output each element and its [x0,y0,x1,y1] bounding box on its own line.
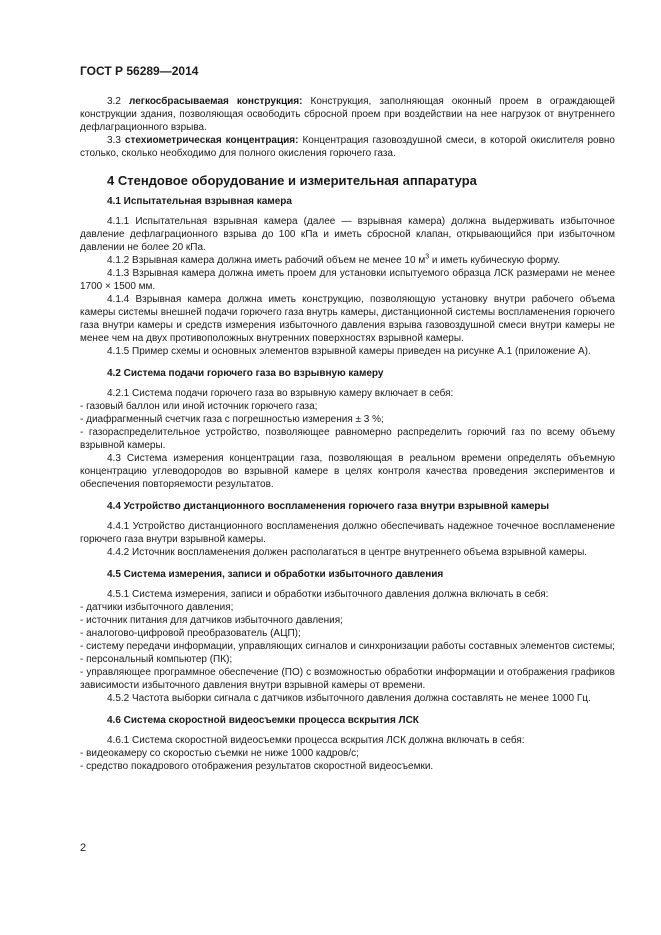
list-item: - управляющее программное обеспечение (ПО) с возможностью обработки информации и отображения графиков зависимости избыточного давления внутри взрывной камеры от времени. [80,667,615,691]
paragraph-4-6-1: 4.6.1 Система скоростной видеосъемки процесса вскрытия ЛСК должна включать в себя: [107,735,525,746]
paragraph-4-4-1: 4.4.1 Устройство дистанционного воспламенения должно обеспечивать надежное точечное воспламенение горючего газа внутри взрывной камеры. [80,521,615,545]
paragraph-4-1-3: 4.1.3 Взрывная камера должна иметь проем для установки испытуемого образца ЛСК размерами не менее 1700 × 1500 мм. [80,268,615,292]
paragraph-4-5-1: 4.5.1 Система измерения, записи и обработки избыточного давления должна включать в себя: [107,589,549,600]
definition-text: Конструкция, заполняющая оконный проем в ограждающей конструкции здания, позволяющая освободить сбросной проем при воздействии на нее нагрузок от внутреннего дефлаграционного взрыва. [80,96,616,133]
term: легкосбрасываемая конструкция: [129,96,303,107]
list-item: - источник питания для датчиков избыточного давления; [80,615,343,626]
list-item: - газовый баллон или иной источник горючего газа; [80,401,318,412]
paragraph-4-3: 4.3 Система измерения концентрации газа, позволяющая в реальном времени определять объемную концентрацию углеводородов во взрывной камере в целях контроля качества проведения экспериментов и обеспечения повторяемости результатов. [80,453,615,490]
list-item: - аналогово-цифровой преобразователь (АЦП); [80,628,301,639]
paragraph-4-2-1: 4.2.1 Система подачи горючего газа во взрывную камеру включает в себя: [107,388,454,399]
list-item: - видеокамеру со скоростью съемки не ниже 1000 кадров/с; [80,748,359,759]
list-item: - датчики избыточного давления; [80,602,234,613]
paragraph-text: и иметь кубическую форму. [429,255,561,266]
definition-3-2 [80,95,615,134]
paragraph-4-1-2 [80,254,615,267]
list-item: - газораспределительное устройство, позволяющее равномерно распределить горючий газ по всему объему взрывной камеры. [80,427,615,451]
section-4-4-heading: 4.4 Устройство дистанционного воспламенения горючего газа внутри взрывной камеры [107,501,550,512]
document-code: ГОСТ Р 56289—2014 [80,64,199,78]
list-item: - средство покадрового отображения результатов скоростной видеосъемки. [80,761,434,772]
definition-3-3 [80,134,615,160]
paragraph-4-5-2: 4.5.2 Частота выборки сигнала с датчиков избыточного давления должна составлять не менее 1000 Гц. [107,693,591,704]
page-content [80,95,615,773]
paragraph-4-1-1: 4.1.1 Испытательная взрывная камера (далее — взрывная камера) должна выдерживать избыточное давление дефлаграционного взрыва до 100 кПа и иметь сбросной клапан, открывающийся при избыточном давлении не более 20 кПа. [80,216,615,253]
paragraph-4-4-2: 4.4.2 Источник воспламенения должен располагаться в центре внутреннего объема взрывной камеры. [107,547,588,558]
section-4-5-heading: 4.5 Система измерения, записи и обработки избыточного давления [107,569,444,580]
section-4-heading: 4 Стендовое оборудование и измерительная аппаратура [107,173,477,188]
paragraph-4-1-5: 4.1.5 Пример схемы и основных элементов взрывной камеры приведен на рисунке А.1 (приложение А). [107,346,591,357]
list-item: - диафрагменный счетчик газа с погрешностью измерения ± 3 %; [80,414,384,425]
paragraph-text: 4.1.2 Взрывная камера должна иметь рабочий объем не менее 10 м [107,255,426,266]
paragraph-4-1-4: 4.1.4 Взрывная камера должна иметь конструкцию, позволяющую установку внутри рабочего объема камеры системы внешней подачи горючего газа внутрь камеры, дистанционной системы воспламенения горючего газа внутри камеры и средств измерения избыточного давления взрыва газовоздушной смеси внутри камеры не менее чем на двух противоположных внутренних поверхностях взрывной камеры. [80,294,615,344]
list-item: - персональный компьютер (ПК); [80,654,233,665]
page-number: 2 [80,842,87,854]
definition-text: Концентрация газовоздушной смеси, в которой окислителя ровно столько, сколько необходимо для полного окисления горючего газа. [80,135,615,159]
section-4-1-heading: 4.1 Испытательная взрывная камера [107,196,292,207]
clause-number: 3.2 [107,96,121,107]
list-item: - систему передачи информации, управляющих сигналов и синхронизации работы составных элементов системы; [80,641,615,652]
section-4-2-heading: 4.2 Система подачи горючего газа во взрывную камеру [107,368,384,379]
clause-number: 3.3 [107,135,121,146]
term: стехиометрическая концентрация: [124,135,299,146]
superscript: 3 [425,253,430,261]
section-4-6-heading: 4.6 Система скоростной видеосъемки процесса вскрытия ЛСК [107,715,419,726]
